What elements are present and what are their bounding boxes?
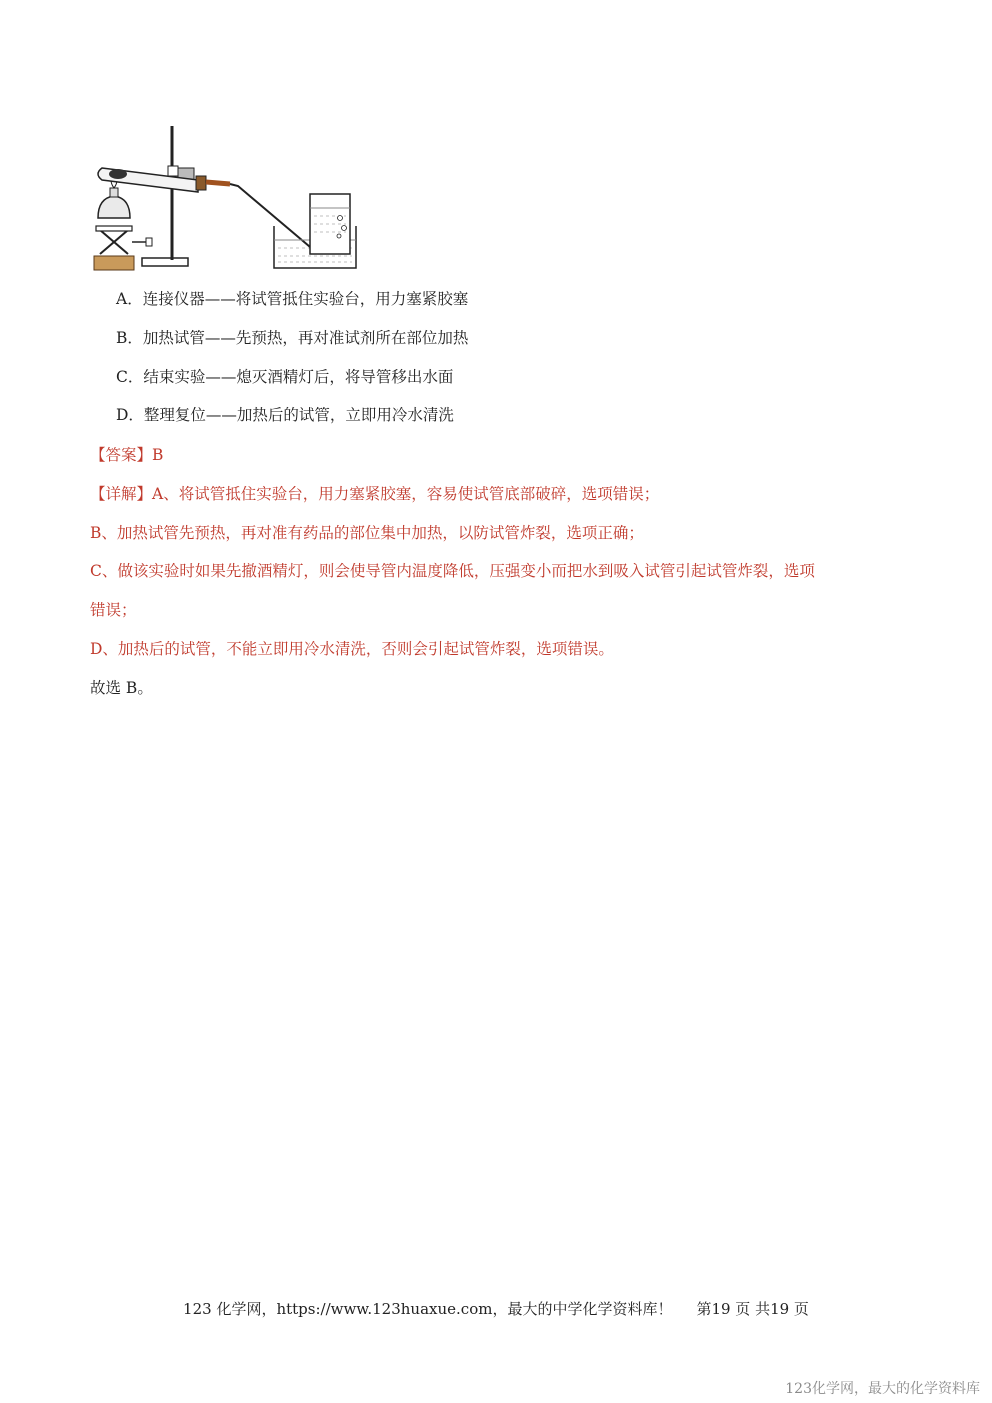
detail-line-5: D、加热后的试管，不能立即用冷水清洗，否则会引起试管炸裂，选项错误。: [90, 640, 614, 658]
footer-site: 123 化学网，https://www.123huaxue.com，最大的中学化学资料库！: [183, 1300, 673, 1318]
answer-tag: 【答案】: [90, 446, 153, 464]
lab-apparatus-figure: [88, 122, 360, 274]
page-footer: [0, 1298, 992, 1319]
answer-line: [90, 443, 163, 465]
option-c: C．结束实验——熄灭酒精灯后，将导管移出水面: [116, 368, 454, 386]
detail-text-1: A、将试管抵住实验台，用力塞紧胶塞，容易使试管底部破碎，选项错误；: [152, 485, 660, 503]
footer-page-number: 第19 页 共19 页: [696, 1300, 809, 1318]
watermark: 123化学网，最大的化学资料库: [785, 1381, 980, 1397]
option-d: D．整理复位——加热后的试管，立即用冷水清洗: [116, 406, 454, 424]
option-a: A．连接仪器——将试管抵住实验台，用力塞紧胶塞: [116, 290, 469, 308]
detail-line-4: 错误；: [90, 601, 137, 619]
detail-tag: 【详解】: [90, 485, 153, 503]
conclusion: 故选 B。: [90, 679, 153, 697]
answer-value: B: [152, 446, 164, 464]
detail-line-2: B、加热试管先预热，再对准有药品的部位集中加热，以防试管炸裂，选项正确；: [90, 524, 644, 542]
option-b: B．加热试管——先预热，再对准试剂所在部位加热: [116, 329, 469, 347]
detail-line-1: [90, 482, 659, 504]
detail-line-3: C、做该实验时如果先撤酒精灯，则会使导管内温度降低，压强变小而把水到吸入试管引起试管炸裂，选项: [90, 562, 815, 580]
